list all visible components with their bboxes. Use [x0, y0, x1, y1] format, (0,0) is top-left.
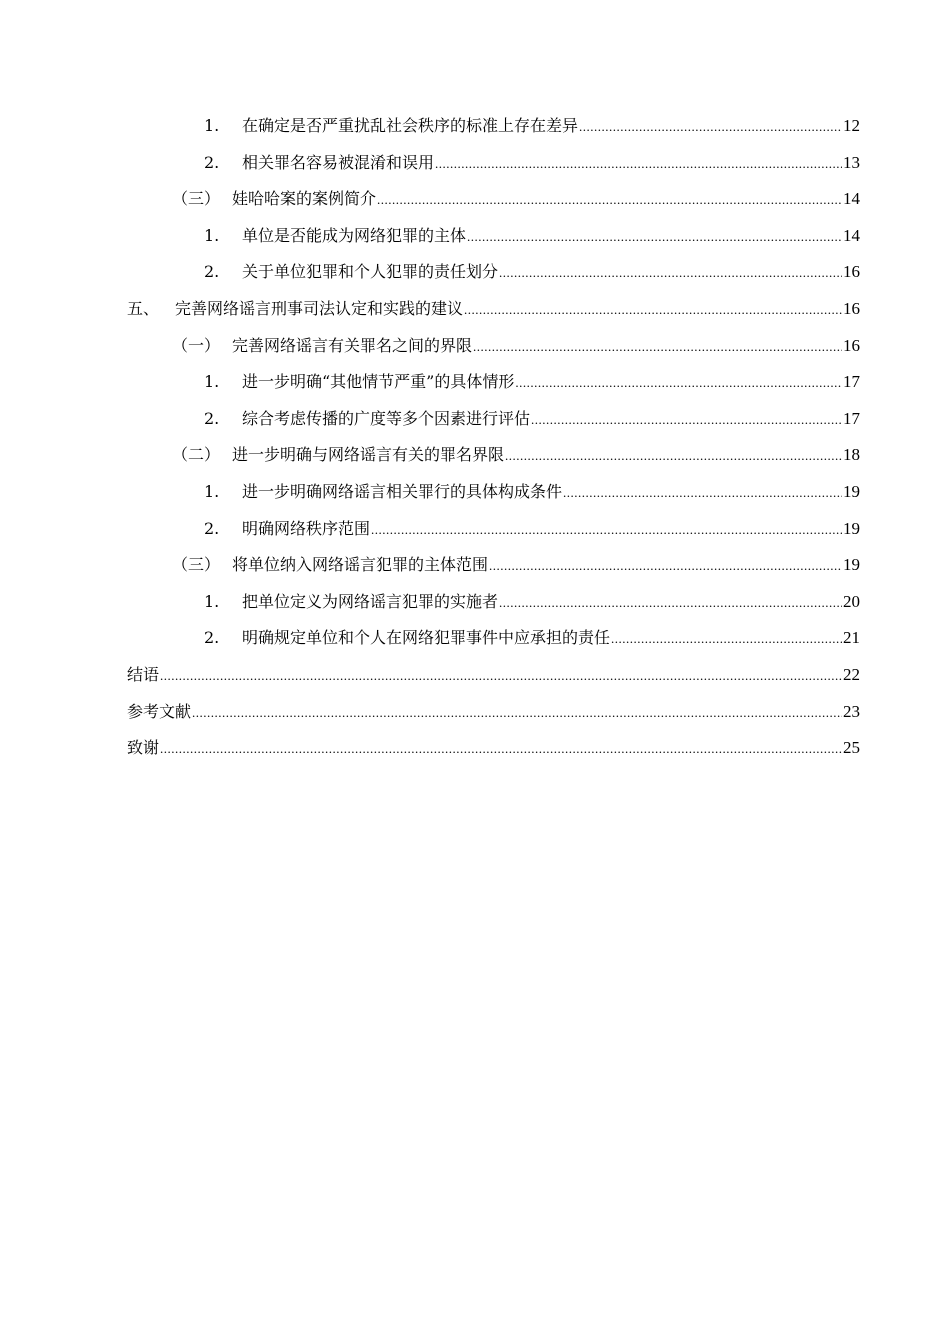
toc-entry-number: （三） — [172, 555, 221, 575]
toc-entry-11[interactable] — [127, 474, 860, 511]
toc-entry-number: 1. — [204, 481, 220, 501]
toc-entry-title: 明确规定单位和个人在网络犯罪事件中应承担的责任 — [242, 628, 611, 648]
toc-entry-12[interactable] — [127, 511, 860, 548]
toc-entry-title: 将单位纳入网络谣言犯罪的主体范围 — [232, 555, 489, 575]
toc-entry-6[interactable] — [127, 291, 860, 328]
toc-entry-number: 2. — [204, 518, 220, 538]
toc-entry-page: 19 — [843, 518, 860, 538]
toc-entry-page: 19 — [843, 555, 860, 575]
toc-entry-title: 单位是否能成为网络犯罪的主体 — [242, 225, 467, 245]
dot-leader — [371, 512, 842, 549]
toc-entry-title: 进一步明确与网络谣言有关的罪名界限 — [232, 445, 505, 465]
toc-entry-title: 参考文献 — [127, 701, 192, 721]
toc-entry-number: 2. — [204, 628, 220, 648]
dot-leader — [499, 255, 842, 292]
toc-entry-acknowledgements[interactable] — [127, 730, 860, 767]
dot-leader — [192, 695, 842, 732]
dot-leader — [160, 731, 842, 768]
toc-entry-4[interactable] — [127, 218, 860, 255]
toc-entry-page: 14 — [843, 225, 860, 245]
dot-leader — [160, 658, 842, 695]
toc-entry-page: 17 — [843, 372, 860, 392]
toc-entry-15[interactable] — [127, 620, 860, 657]
dot-leader — [515, 365, 842, 402]
table-of-contents — [127, 108, 860, 767]
toc-entry-2[interactable] — [127, 145, 860, 182]
toc-entry-page: 23 — [843, 701, 860, 721]
toc-entry-title: 进一步明确“其他情节严重”的具体情形 — [242, 372, 515, 392]
toc-entry-page: 14 — [843, 189, 860, 209]
toc-entry-page: 20 — [843, 591, 860, 611]
dot-leader — [464, 292, 842, 329]
dot-leader — [531, 402, 842, 439]
dot-leader — [611, 621, 842, 658]
toc-entry-title: 完善网络谣言有关罪名之间的界限 — [232, 335, 473, 355]
toc-entry-1[interactable] — [127, 108, 860, 145]
toc-entry-number: （二） — [172, 445, 221, 465]
toc-entry-page: 17 — [843, 408, 860, 428]
dot-leader — [579, 109, 842, 146]
toc-entry-page: 22 — [843, 664, 860, 684]
toc-entry-5[interactable] — [127, 254, 860, 291]
dot-leader — [563, 475, 842, 512]
toc-entry-number: 1. — [204, 591, 220, 611]
toc-entry-number: 1. — [204, 116, 220, 135]
dot-leader — [435, 146, 842, 183]
toc-entry-title: 娃哈哈案的案例简介 — [232, 189, 377, 209]
toc-entry-page: 21 — [843, 628, 860, 648]
dot-leader — [489, 548, 842, 585]
toc-entry-references[interactable] — [127, 694, 860, 731]
toc-entry-page: 19 — [843, 481, 860, 501]
toc-entry-title: 明确网络秩序范围 — [242, 518, 371, 538]
toc-entry-number: 五、 — [127, 298, 160, 318]
toc-entry-title: 关于单位犯罪和个人犯罪的责任划分 — [242, 262, 499, 282]
toc-entry-title: 完善网络谣言刑事司法认定和实践的建议 — [175, 298, 464, 318]
toc-entry-10[interactable] — [127, 437, 860, 474]
toc-entry-title: 结语 — [127, 664, 160, 684]
toc-entry-number: 2. — [204, 408, 220, 428]
toc-entry-title: 在确定是否严重扰乱社会秩序的标准上存在差异 — [242, 116, 579, 135]
toc-entry-page: 13 — [843, 152, 860, 172]
toc-entry-number: （一） — [172, 335, 221, 355]
toc-entry-page: 16 — [843, 298, 860, 318]
toc-entry-title: 综合考虑传播的广度等多个因素进行评估 — [242, 408, 531, 428]
toc-entry-page: 16 — [843, 335, 860, 355]
toc-entry-number: （三） — [172, 189, 221, 209]
toc-entry-title: 把单位定义为网络谣言犯罪的实施者 — [242, 591, 499, 611]
toc-entry-page: 18 — [843, 445, 860, 465]
toc-entry-page: 16 — [843, 262, 860, 282]
toc-entry-13[interactable] — [127, 547, 860, 584]
toc-entry-page: 12 — [843, 116, 860, 135]
toc-entry-title: 相关罪名容易被混淆和误用 — [242, 152, 435, 172]
dot-leader — [467, 219, 842, 256]
toc-entry-7[interactable] — [127, 328, 860, 365]
toc-entry-number: 1. — [204, 225, 220, 245]
toc-entry-conclusion[interactable] — [127, 657, 860, 694]
toc-entry-14[interactable] — [127, 584, 860, 621]
toc-entry-9[interactable] — [127, 401, 860, 438]
toc-entry-3[interactable] — [127, 181, 860, 218]
toc-entry-number: 2. — [204, 262, 220, 282]
toc-entry-number: 1. — [204, 372, 220, 392]
dot-leader — [505, 438, 842, 475]
toc-entry-number: 2. — [204, 152, 220, 172]
toc-entry-8[interactable] — [127, 364, 860, 401]
toc-entry-title: 致谢 — [127, 738, 160, 758]
toc-entry-title: 进一步明确网络谣言相关罪行的具体构成条件 — [242, 481, 563, 501]
toc-entry-page: 25 — [843, 738, 860, 758]
dot-leader — [499, 585, 842, 622]
dot-leader — [377, 182, 842, 219]
dot-leader — [473, 329, 842, 366]
